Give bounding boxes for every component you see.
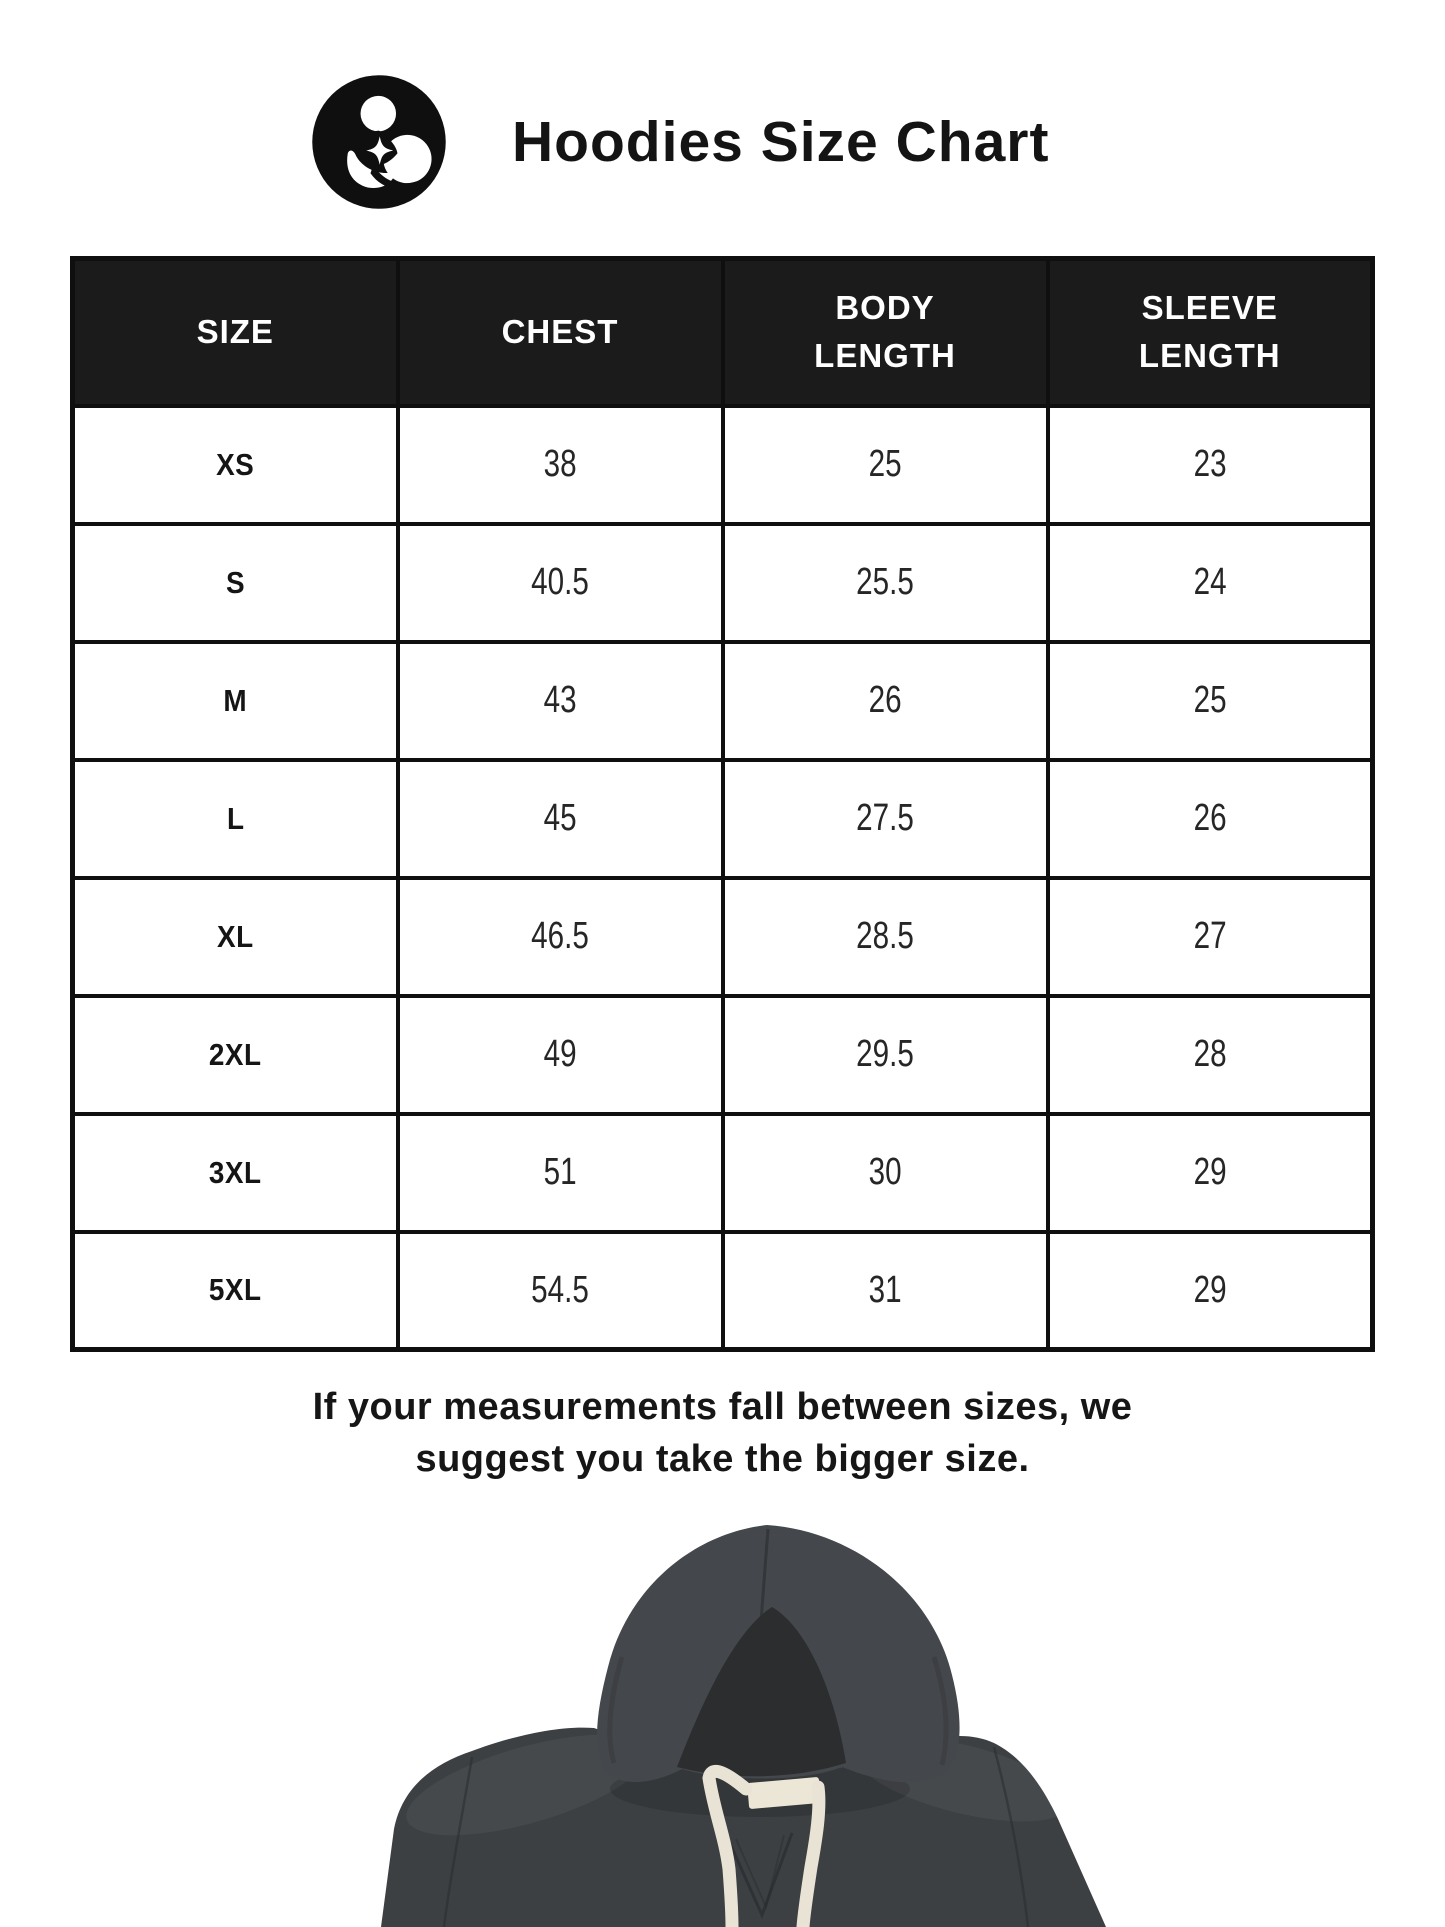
chest-value: 43 bbox=[543, 679, 577, 721]
body-length-value: 30 bbox=[868, 1151, 902, 1193]
body-length-value: 28.5 bbox=[856, 915, 914, 957]
column-header-body-length-label: BODY LENGTH bbox=[814, 289, 956, 375]
table-row-s bbox=[73, 524, 1373, 642]
sleeve-length-value: 25 bbox=[1193, 679, 1227, 721]
column-header-size-label: SIZE bbox=[196, 313, 274, 351]
chest-value: 54.5 bbox=[531, 1268, 589, 1311]
column-header-body-length bbox=[723, 259, 1048, 406]
chest-value: 51 bbox=[543, 1151, 577, 1193]
chest-value: 49 bbox=[543, 1033, 577, 1075]
column-header-chest bbox=[398, 259, 723, 406]
body-length-value: 25.5 bbox=[856, 561, 914, 603]
sleeve-length-value: 24 bbox=[1193, 561, 1227, 603]
size-label: 5XL bbox=[208, 1272, 262, 1308]
chest-value: 46.5 bbox=[531, 915, 589, 957]
table-row-5xl bbox=[73, 1232, 1373, 1350]
hoodie-product-image bbox=[322, 1517, 1122, 1927]
table-header bbox=[73, 259, 1373, 406]
column-header-sleeve-length bbox=[1048, 259, 1373, 406]
sleeve-length-value: 27 bbox=[1193, 915, 1227, 957]
body-length-value: 26 bbox=[868, 679, 902, 721]
chest-value: 38 bbox=[543, 443, 577, 485]
size-label: S bbox=[225, 564, 245, 600]
table-row-3xl bbox=[73, 1114, 1373, 1232]
chest-value: 45 bbox=[543, 797, 577, 839]
sleeve-length-value: 28 bbox=[1193, 1033, 1227, 1075]
sleeve-length-value: 26 bbox=[1193, 797, 1227, 839]
size-label: L bbox=[226, 800, 244, 836]
page-title: Hoodies Size Chart bbox=[512, 110, 1050, 174]
chest-value: 40.5 bbox=[531, 561, 589, 603]
table-row-xs bbox=[73, 406, 1373, 524]
table-row-xl bbox=[73, 878, 1373, 996]
column-header-sleeve-length-label: SLEEVE LENGTH bbox=[1138, 289, 1281, 375]
sleeve-length-value: 23 bbox=[1193, 443, 1227, 485]
size-label: XS bbox=[216, 446, 255, 482]
body-length-value: 31 bbox=[868, 1268, 902, 1311]
fit-note bbox=[0, 1381, 1445, 1486]
size-label: 3XL bbox=[208, 1154, 262, 1190]
body-length-value: 27.5 bbox=[856, 797, 914, 839]
size-chart-table bbox=[70, 256, 1375, 1352]
table-row-l bbox=[73, 760, 1373, 878]
size-label: 2XL bbox=[208, 1036, 262, 1072]
body-length-value: 29.5 bbox=[856, 1033, 914, 1075]
table-row-2xl bbox=[73, 996, 1373, 1114]
table-header-row bbox=[73, 259, 1373, 406]
mother-and-baby-logo-icon bbox=[308, 69, 450, 215]
table-row-m bbox=[73, 642, 1373, 760]
sleeve-length-value: 29 bbox=[1193, 1151, 1227, 1193]
table-body bbox=[73, 406, 1373, 1350]
column-header-size bbox=[73, 259, 398, 406]
sleeve-length-value: 29 bbox=[1193, 1268, 1227, 1311]
column-header-chest-label: CHEST bbox=[501, 313, 619, 351]
body-length-value: 25 bbox=[868, 443, 902, 485]
fit-note-line-2: suggest you take the bigger size. bbox=[415, 1438, 1030, 1481]
size-label: M bbox=[223, 682, 248, 718]
size-label: XL bbox=[216, 918, 254, 954]
fit-note-line-1: If your measurements fall between sizes, we bbox=[312, 1386, 1133, 1428]
